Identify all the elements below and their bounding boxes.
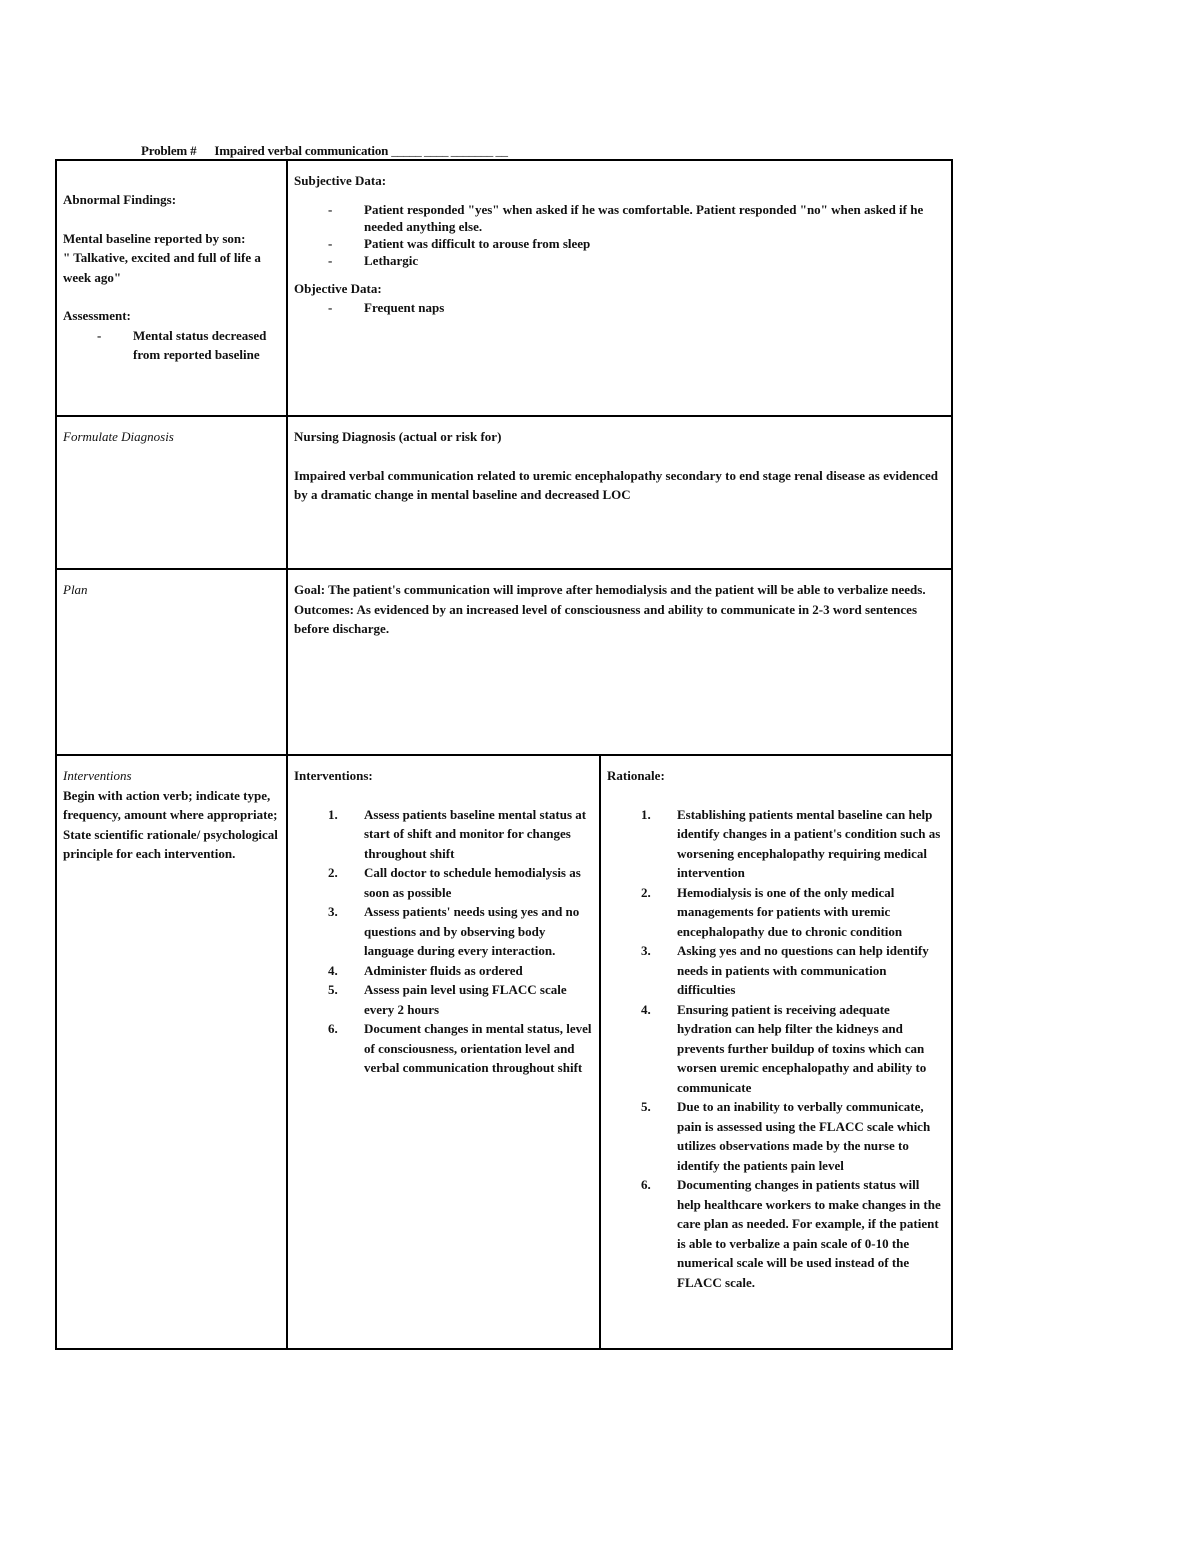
objective-label: Objective Data: <box>294 280 382 296</box>
diagnosis-label-cell <box>57 417 288 569</box>
plan-row <box>57 568 951 755</box>
formulate-diagnosis-label: Formulate Diagnosis <box>63 429 174 444</box>
rationale-item: 4. Ensuring patient is receiving adequate hydration can help filter the kidneys and prevents further buildup of toxins which can worsen uremic encephalopathy and ability to communicate <box>641 1001 927 1095</box>
problem-underline: _____ ____ _______ __ <box>391 143 508 158</box>
intervention-item: 1. Assess patients baseline mental status at start of shift and monitor for changes throughout shift <box>328 806 587 861</box>
baseline-label: Mental baseline reported by son: <box>63 230 246 246</box>
intervention-item: 4. Administer fluids as ordered <box>328 962 523 978</box>
abnormal-findings-title: Abnormal Findings: <box>63 192 177 207</box>
interventions-instructions: Begin with action verb; indicate type, frequency, amount where appropriate; State scientific rationale/ psychological principle for each intervention. <box>63 787 278 861</box>
abnormal-findings-cell <box>57 161 288 417</box>
findings-row <box>57 161 951 417</box>
subjective-item: - Patient responded "yes" when asked if he was comfortable. Patient responded "no" when asked if he needed anything else. <box>294 201 945 235</box>
assessment-list <box>63 326 280 365</box>
plan-outcomes: Outcomes: As evidenced by an increased level of consciousness and ability to communicate in 2-3 word sentences before discharge. <box>294 601 918 636</box>
objective-list <box>294 298 945 318</box>
problem-title: Impaired verbal communication <box>214 143 389 158</box>
baseline-quote: " Talkative, excited and full of life a week ago" <box>63 250 261 285</box>
subjective-item: - Patient was difficult to arouse from sleep <box>294 235 945 252</box>
interventions-list <box>294 805 593 1078</box>
diagnosis-cell <box>288 417 951 569</box>
subjective-list <box>294 201 945 269</box>
rationale-item: 1. Establishing patients mental baseline can help identify changes in a patient's condition such as worsening encephalopathy requiring medical intervention <box>641 806 941 880</box>
intervention-item: 3. Assess patients' needs using yes and no questions and by observing body language during every interaction. <box>328 904 580 958</box>
interventions-list-label: Interventions: <box>294 768 373 783</box>
rationale-cell <box>601 756 951 1348</box>
nursing-diagnosis-text: Impaired verbal communication related to uremic encephalopathy secondary to end stage renal disease as evidenced by a dramatic change in mental baseline and decreased LOC <box>294 467 938 502</box>
rationale-item: 6. Documenting changes in patients status will help healthcare workers to make changes in the care plan as needed. For example, if the patient is able to verbalize a pain scale of 0-10 the numerical scale will be used instead of the FLACC scale. <box>641 1177 941 1290</box>
interventions-row <box>57 754 951 1348</box>
plan-label-cell <box>57 570 288 755</box>
rationale-item: 3. Asking yes and no questions can help identify needs in patients with communication difficulties <box>641 943 929 997</box>
nursing-diagnosis-heading: Nursing Diagnosis (actual or risk for) <box>294 429 502 444</box>
intervention-item: 6. Document changes in mental status, level of consciousness, orientation level and verbal communication throughout shift <box>328 1021 592 1075</box>
assessment-label: Assessment: <box>63 308 131 323</box>
plan-label: Plan <box>63 582 88 597</box>
rationale-list <box>607 805 945 1293</box>
objective-item: - Frequent naps <box>294 298 945 318</box>
plan-cell <box>288 570 951 755</box>
intervention-item: 5. Assess pain level using FLACC scale every 2 hours <box>328 982 567 1017</box>
rationale-item: 5. Due to an inability to verbally communicate, pain is assessed using the FLACC scale which utilizes observations made by the nurse to identify the patients pain level <box>641 1099 931 1173</box>
data-cell <box>288 161 951 417</box>
subjective-item: - Lethargic <box>294 252 945 269</box>
interventions-label: Interventions <box>63 768 132 783</box>
assessment-item: - Mental status decreased from reported baseline <box>63 326 280 365</box>
intervention-item: 2. Call doctor to schedule hemodialysis as soon as possible <box>328 865 581 900</box>
rationale-item: 2. Hemodialysis is one of the only medical managements for patients with uremic encephalopathy due to chronic condition <box>641 884 903 939</box>
interventions-cell <box>288 756 601 1348</box>
interventions-label-cell <box>57 756 288 1348</box>
subjective-label: Subjective Data: <box>294 173 387 188</box>
problem-header <box>141 143 507 159</box>
plan-goal: Goal: The patient's communication will improve after hemodialysis and the patient will be able to verbalize needs. <box>294 582 926 597</box>
problem-label: Problem # <box>141 143 197 158</box>
diagnosis-row <box>57 415 951 569</box>
care-plan-table <box>55 159 953 1350</box>
rationale-label: Rationale: <box>607 768 665 783</box>
